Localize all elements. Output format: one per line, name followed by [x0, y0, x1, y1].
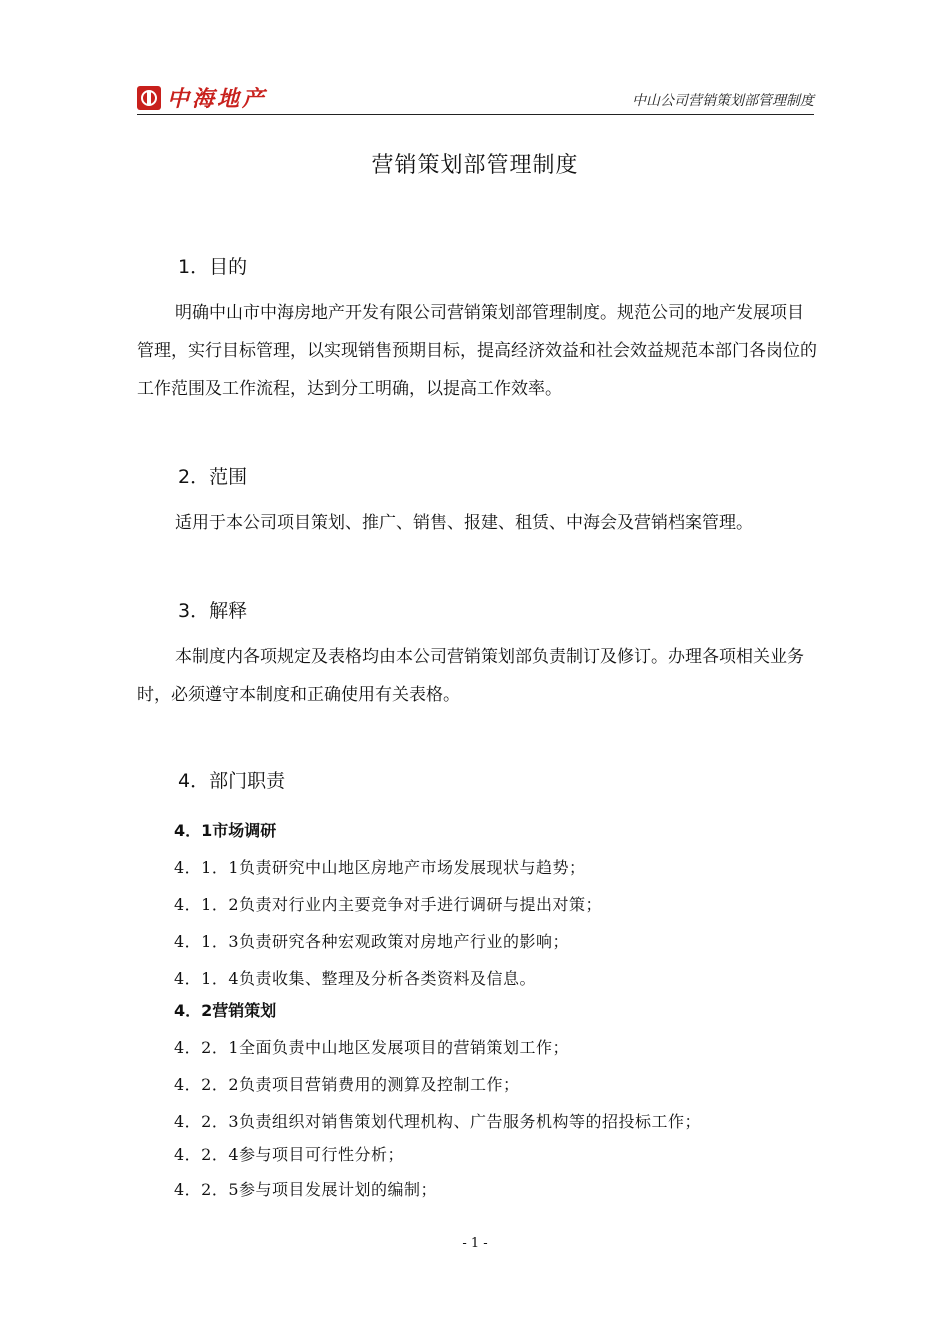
- document-title: 营销策划部管理制度: [371, 153, 579, 178]
- list-item: 4．1．2负责对行业内主要竞争对手进行调研与提出对策；: [174, 895, 603, 914]
- subsection-heading-marketing-planning: 4．2营销策划: [174, 1001, 277, 1020]
- company-logo: [137, 82, 267, 113]
- page-header: [137, 80, 814, 115]
- logo-mark-icon: [137, 86, 161, 110]
- list-item: 4．2．1全面负责中山地区发展项目的营销策划工作；: [174, 1038, 570, 1057]
- subsection-heading-market-research: 4．1市场调研: [174, 821, 277, 840]
- section-heading-duties: 4．部门职责: [178, 770, 286, 792]
- list-item: 4．1．3负责研究各种宏观政策对房地产行业的影响；: [174, 932, 570, 951]
- section-paragraph-purpose: 明确中山市中海房地产开发有限公司营销策划部管理制度。规范公司的地产发展项目管理，实行目标管理，以实现销售预期目标，提高经济效益和社会效益规范本部门各岗位的工作范围及工作流程，达到分工明确，以提高工作效率。: [137, 303, 817, 399]
- logo-text: 中海地产: [167, 87, 268, 112]
- list-item: 4．2．5参与项目发展计划的编制；: [174, 1180, 438, 1199]
- list-item: 4．2．2负责项目营销费用的测算及控制工作；: [174, 1075, 520, 1094]
- section-heading-explanation: 3．解释: [178, 600, 248, 622]
- list-item: 4．2．3负责组织对销售策划代理机构、广告服务机构等的招投标工作；: [174, 1112, 702, 1131]
- list-item: 4．1．1负责研究中山地区房地产市场发展现状与趋势；: [174, 858, 586, 877]
- list-item: 4．1．4负责收集、整理及分析各类资料及信息。: [174, 969, 537, 988]
- section-paragraph-explanation: 本制度内各项规定及表格均由本公司营销策划部负责制订及修订。办理各项相关业务时，必须遵守本制度和正确使用有关表格。: [137, 647, 804, 705]
- list-item: 4．2．4参与项目可行性分析；: [174, 1145, 405, 1164]
- page-number: - 1 -: [462, 1236, 488, 1251]
- section-heading-purpose: 1．目的: [178, 256, 248, 278]
- section-paragraph-scope: 适用于本公司项目策划、推广、销售、报建、租赁、中海会及营销档案管理。: [175, 513, 753, 533]
- header-title: 中山公司营销策划部管理制度: [632, 93, 814, 109]
- section-heading-scope: 2．范围: [178, 466, 248, 488]
